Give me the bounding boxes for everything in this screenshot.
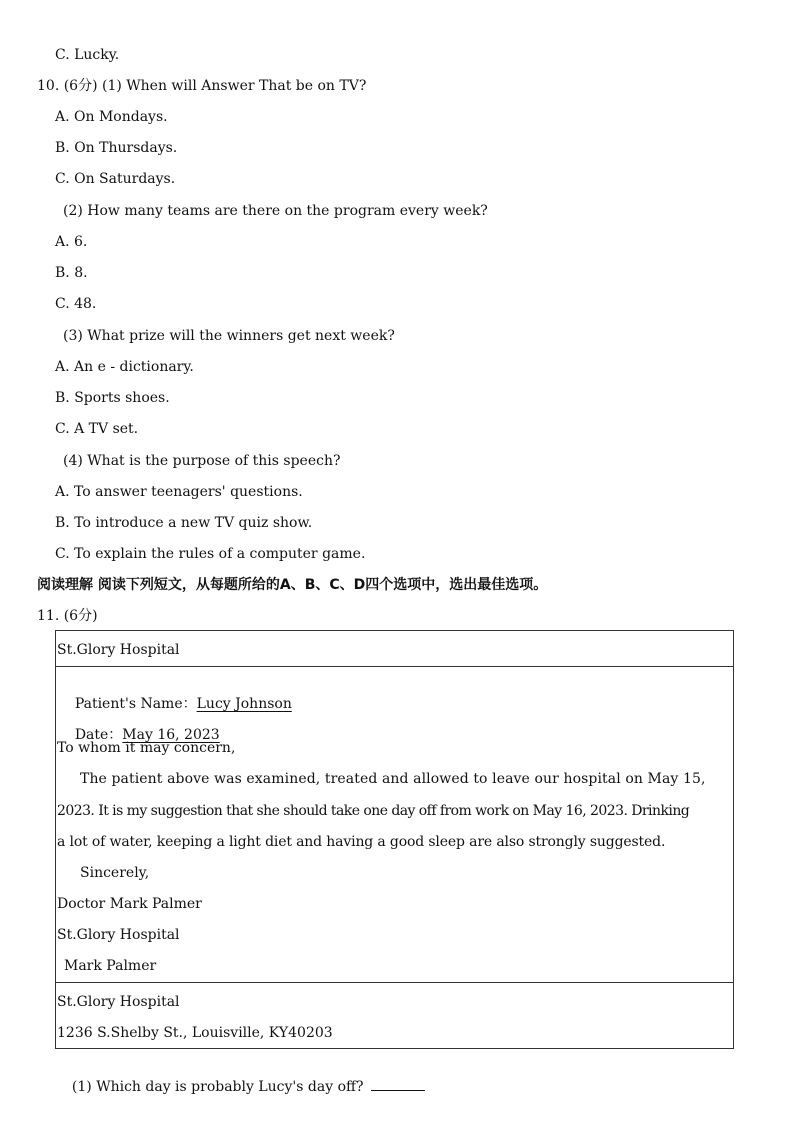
q11-1-question: (1) Which day is probably Lucy's day off? (71, 1079, 364, 1095)
patient-label: Patient's Name： (74, 696, 197, 712)
q10-3-option-b: B. Sports shoes. (55, 390, 170, 406)
reading-section-heading: 阅读理解 阅读下列短文，从每题所给的A、B、C、D四个选项中，选出最佳选项。 (37, 577, 548, 593)
note-body-line-1: The patient above was examined, treated and allowed to leave our hospital on May 15, (80, 771, 706, 787)
answer-blank[interactable] (371, 1076, 425, 1091)
q10-2-question: (2) How many teams are there on the program every week? (63, 203, 488, 219)
note-footer-hospital: St.Glory Hospital (57, 994, 180, 1010)
q10-2-option-a: A. 6. (55, 234, 88, 250)
date-value: May 16, 2023 (122, 727, 220, 743)
note-body-line-3: a lot of water, keeping a light diet and having a good sleep are also strongly suggested. (57, 834, 666, 850)
q9-option-c: C. Lucky. (55, 47, 120, 63)
q10-3-option-c: C. A TV set. (55, 421, 139, 437)
q10-2-option-b: B. 8. (55, 265, 88, 281)
q10-2-option-c: C. 48. (55, 296, 97, 312)
q10-3-option-a: A. An e - dictionary. (55, 359, 194, 375)
q10-3-question: (3) What prize will the winners get next week? (63, 328, 395, 344)
note-address: 1236 S.Shelby St., Louisville, KY40203 (57, 1025, 333, 1041)
note-signature: Mark Palmer (64, 958, 157, 974)
question-11-header: 11. (6分) (37, 608, 98, 624)
note-divider-top (56, 666, 733, 667)
question-10-header: 10. (6分) (1) When will Answer That be on TV? (37, 78, 367, 94)
q10-1-option-a: A. On Mondays. (55, 109, 168, 125)
note-closing: Sincerely, (80, 865, 150, 881)
note-hospital-header: St.Glory Hospital (57, 642, 180, 658)
note-sign-hospital: St.Glory Hospital (57, 927, 180, 943)
q10-4-question: (4) What is the purpose of this speech? (63, 453, 341, 469)
q10-1-option-b: B. On Thursdays. (55, 140, 178, 156)
q10-4-option-c: C. To explain the rules of a computer game. (55, 546, 366, 562)
date-label: Date： (74, 727, 123, 743)
q11-1-question-line (63, 1058, 425, 1096)
q10-4-option-a: A. To answer teenagers' questions. (55, 484, 303, 500)
note-divider-bottom (56, 982, 733, 983)
note-doctor: Doctor Mark Palmer (57, 896, 202, 912)
note-greeting: To whom it may concern, (57, 740, 236, 756)
note-body-line-2: 2023. It is my suggestion that she should take one day off from work on May 16, 2023. Drinking (57, 803, 690, 819)
q10-4-option-b: B. To introduce a new TV quiz show. (55, 515, 313, 531)
q10-1-option-c: C. On Saturdays. (55, 171, 176, 187)
hospital-note-box (55, 630, 734, 1049)
patient-name: Lucy Johnson (196, 696, 292, 712)
